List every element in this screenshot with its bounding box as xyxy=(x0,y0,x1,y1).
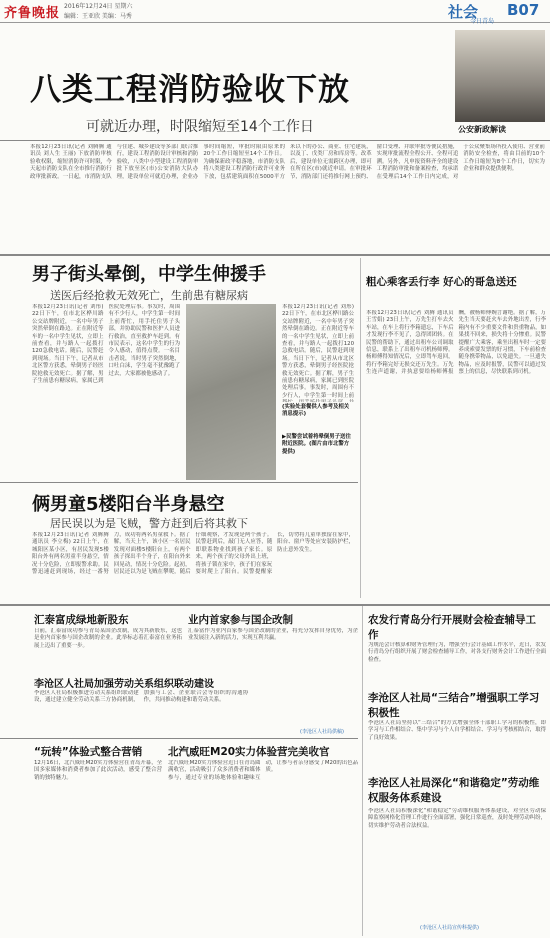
bottom-mid-headline: 业内首家参与国企改制 xyxy=(188,614,293,626)
right-item-3-body: 李沧区人社局积极深化“和谐稳定”劳动维权服务体系建设，对全区劳动保障监察网格化管理工作进行全面部署，强化日常巡查，及时处理劳动纠纷，切实维护劳动者合法权益。 xyxy=(368,808,546,829)
story1-headline: 男子街头晕倒，中学生伸援手 xyxy=(32,264,266,285)
story1-body: 本报12月23日讯(记者 刘彤) 22日下午，在市北区桦川路公交站牌附近，一名中年男子突然晕倒在路边。正在附近等车的一名中学生见状，立即上前查看，并与路人一起拨打120急救电话。随后，民警赶到现场。当日下午，记者从市北区警方获悉，晕倒男子经医院抢救无效死亡。据了解，男子生前患有糖尿病，家属已到医院处理后事。事发时，周围有不少行人，中学生第一时间上前帮忙，用手托住男子头部，并协助民警和医护人员进行救治，直至救护车赶到。有市民表示，这名中学生的行为令人感动，值得点赞。一名目击者说，当时男子突然倒地，口吐白沫，学生毫不犹豫跑了过去，大家都被他感动了。 xyxy=(32,304,180,385)
editor-line: 编辑：王亚欣 美编：马秀 xyxy=(64,13,132,20)
story1-subheadline: 送医后经抢救无效死亡，生前患有糖尿病 xyxy=(50,289,248,302)
page-number: B07 xyxy=(507,1,540,19)
bottom-right-promo-headline: 北汽威旺M20实力体验营完美收官 xyxy=(168,746,330,758)
mid-left-source: (李沧区人社局供稿) xyxy=(300,729,344,735)
story1-photo-caption-2: ▶民警尝试着将晕倒男子送往附近医院。(图片由市北警方提供) xyxy=(282,434,351,455)
lead-divider xyxy=(0,140,550,141)
lead-body: 本报12月23日讯(记者 刘腾腾 通讯员 刘人生 王丽) 下放消防审核验收权限，缩短消防许可时限，今天起市消防支队在全市推行消防行政审批新政。一日起，市消防支队与住建、城乡建设等多部门联合推行，建设工程消防设计审核和消防验收，八类中小型建设工程消防审批下放至区(市)公安消防大队办理，建设单位可就近办理，企业办事时间缩短，审批时限由原来的20个工作日缩短至14个工作日。为确保新政平稳落地，市消防支队将八类建设工程消防行政许可业务下放，包括建筑面积在5000平方米以下的办公、商业、住宅建筑，以及丁、戊类厂房和库房等。改革后，建设单位无需跨区办理，即可在所在区(市)就近申请。在审批环节，消防部门还将推行网上预约、窗口受理、并联审批等便民措施，实现审批流程全程公开、全程可追溯。另外，凡申报资料齐全的建设工程消防审批和备案检查，均承诺在受理后14个工作日内完成，对于公众聚集场所投入使用、营业前消防安全检查，将由目前的10个工作日缩短为8个工作日，切实为企业和群众提供便利。 xyxy=(30,144,545,180)
bottom-right-divider xyxy=(362,606,363,936)
sub-section-name: 今日青岛 xyxy=(470,18,495,25)
bottom-left-promo-headline: “玩转”体验式整合营销 xyxy=(34,746,143,758)
bottom-left-headline: 汇泰富成绿地新股东 xyxy=(34,614,129,626)
bottom-row-rule xyxy=(0,738,358,739)
story1-photo xyxy=(186,304,276,480)
mid-left-headline: 李沧区人社局加强劳动关系组织联动建设 xyxy=(34,679,214,690)
mid-left-body: 李沧区人社局积极推进劳动关系组织联动建设，通过建立健全劳动关系三方协商机制，加强与工会、企业联合会等组织的沟通协作，共同推动构建和谐劳动关系。 xyxy=(34,690,249,704)
right-item-1-headline: 农发行青岛分行开展财会检查辅导工作 xyxy=(368,614,536,641)
story1-photo-caption: (实验处套餐供人参考及相关消息提示) xyxy=(282,404,350,418)
right-item-2-headline: 李沧区人社局“三结合”增强职工学习积极性 xyxy=(368,692,540,719)
date-line: 2016年12月24日 星期六 xyxy=(64,3,133,10)
lead-bottom-rule xyxy=(0,254,550,256)
right-item-source: (李沧区人社局宣传科提供) xyxy=(420,925,479,931)
lead-photo xyxy=(455,30,545,122)
sidebar-body: 本报12月23日讯(记者 刘腾 通讯员 王雪娟) 23日上午，万先生打车去火车站，在车上将行李箱遗忘，下车后才发现行李不见了，急得团团转。在民警的帮助下，通过出租车公司调取信息，联系上了出租车司机杨师傅。杨师傅得知情况后，立即驾车返回，将行李箱完好无损交还万先生。万先生连声道谢，并执意要给杨师傅报酬，被杨师傅婉言谢绝。据了解，万先生当天要赶火车去外地出差，行李箱内有不少重要文件和贵重物品，如果找不回来，损失将十分惨重。民警提醒广大乘客，乘坐出租车时一定要养成索要发票的好习惯，下车前检查随身携带物品，以免遗失。一旦遗失物品，应及时报警，民警可以通过发票上的信息，尽快联系到司机。 xyxy=(366,310,546,376)
sidebar-headline: 粗心乘客丢行李 好心的哥急送还 xyxy=(366,276,517,288)
story2-top-rule xyxy=(0,482,358,483)
story2-body: 本报12月23日讯(记者 刘腾腾 通讯员 李立梅) 22日上午，在城阳区某小区，有居民发现5楼阳台外有两名男童半身悬空，情况十分危险，立即报警求助。民警迅速赶到现场，经过一番努力，成功将两名男童救下。据了解，当天上午，该小区一名居民发现对面楼5楼阳台上，有两个孩子探出半个身子，在阳台外来回晃动，情况十分危险。起初，居民还以为是飞贼在攀爬，随后仔细观察，才发现是两个孩子。民警赶到后，敲门无人应答，随即联系物业找到孩子家长。原来，两个孩子的父母外出上班，将孩子锁在家中，孩子们在家玩耍时爬上了阳台。民警提醒家长，切勿将儿童单独留在家中，阳台、窗户等处应安装防护栏，防止意外发生。 xyxy=(32,532,354,576)
story2-headline: 俩男童5楼阳台半身悬空 xyxy=(32,494,225,515)
story2-bottom-rule xyxy=(0,604,550,606)
lead-subheadline: 可就近办理，时限缩短至14个工作日 xyxy=(86,119,314,135)
bottom-mid-body: 汇泰富作为业内首家参与国企改制的企业，将充分发挥自身优势，为企业发展注入新的活力，实现互利共赢。 xyxy=(188,628,358,642)
section-name: 社会 xyxy=(448,3,479,21)
newspaper-logo: 齐鲁晚报 xyxy=(4,6,61,21)
bottom-left-body: 日前，汇泰富成功参与青岛某国企改制，成为其新股东，这也是业内首家参与国企改制的企业。此举标志着汇泰富在业务拓展上迈出了重要一步。 xyxy=(34,628,182,649)
right-item-1-body: 为规范会计核算和财务管理行为，增强全行会计基础工作水平，近日，农发行青岛分行组织开展了财会检查辅导工作，对各支行财务会计工作进行全面检查。 xyxy=(368,642,546,663)
lead-badge: 公安新政解读 xyxy=(458,125,506,134)
bottom-left-promo-body: 12月16日，北汽威旺M20实力体验营在青岛开幕，全国多家媒体和消费者参加了此次活动，感受了整合营销的独特魅力。 xyxy=(34,760,162,781)
right-item-3-headline: 李沧区人社局深化“和谐稳定”劳动维权服务体系建设 xyxy=(368,777,540,804)
sidebar-divider xyxy=(360,258,361,598)
lead-headline: 八类工程消防验收下放 xyxy=(30,72,350,108)
story2-subheadline: 居民误以为是飞贼，警方赶到后将其救下 xyxy=(50,517,248,530)
bottom-right-promo-body: 北汽威旺M20实力体验营近日在青岛圆满收官，活动吸引了众多消费者和媒体参与，通过专业的场地体验和趣味互动，让参与者亲身感受了M20的出色品质。 xyxy=(168,760,358,781)
story1-body-cont: 本报12月23日讯(记者 刘彤) 22日下午，在市北区桦川路公交站牌附近，一名中年男子突然晕倒在路边。正在附近等车的一名中学生见状，立即上前查看，并与路人一起拨打120急救电话。随后，民警赶到现场。当日下午，记者从市北区警方获悉，晕倒男子经医院抢救无效死亡。据了解，男子生前患有糖尿病，家属已到医院处理后事。事发时，周围有不少行人，中学生第一时间上前 xyxy=(282,304,354,399)
right-item-2-body: 李沧区人社局坚持以“三结合”的方式增强全体干部职工学习的积极性，即学习与工作相结合、集中学习与个人自学相结合、学习与考核相结合，取得了良好效果。 xyxy=(368,720,546,741)
